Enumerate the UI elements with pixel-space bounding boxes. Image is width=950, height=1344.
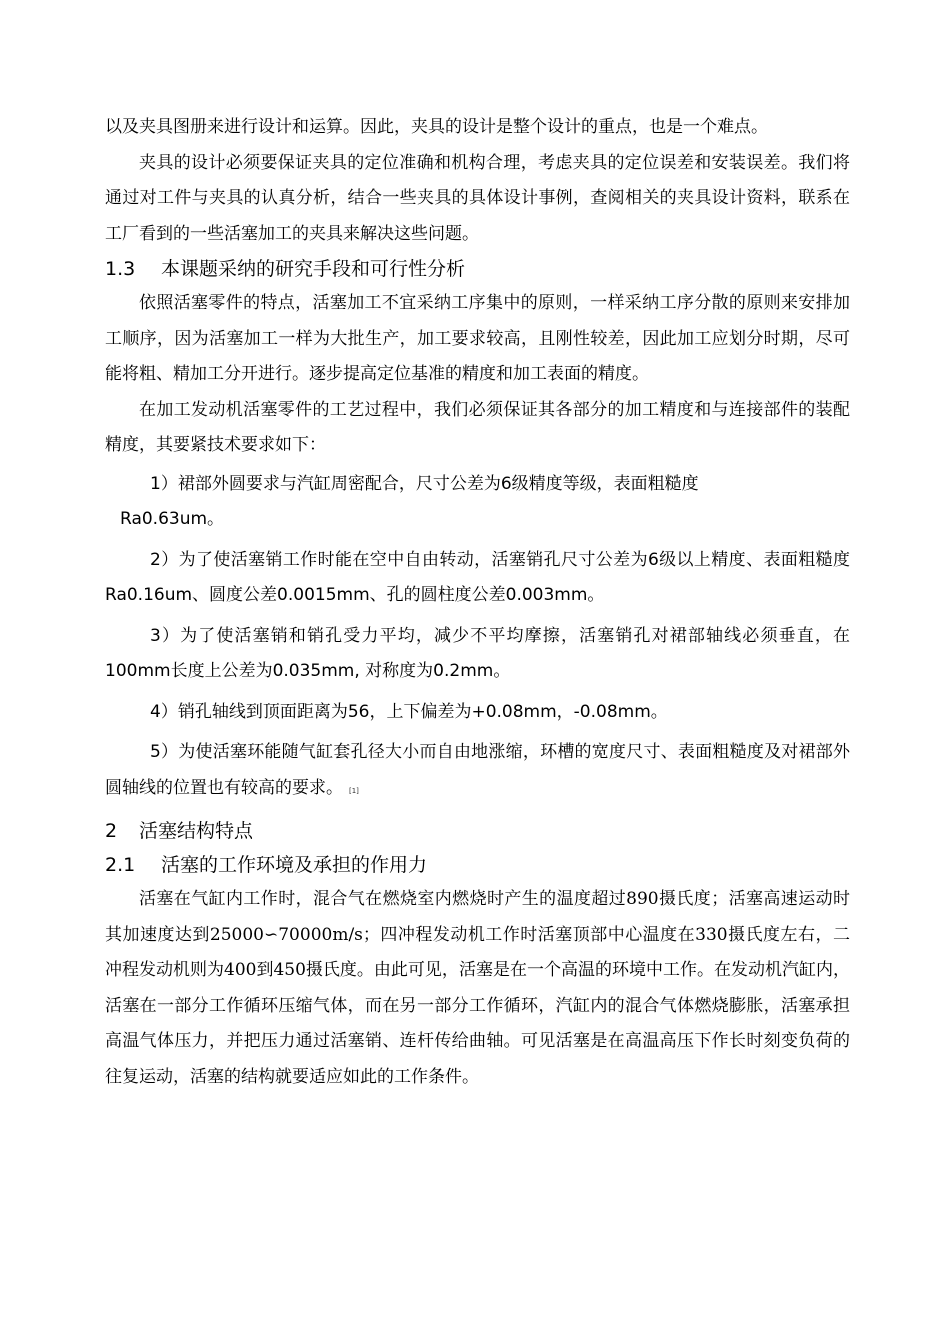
requirement-item-text: 4）销孔轴线到顶面距离为56，上下偏差为+0.08mm，-0.08mm。	[150, 701, 668, 722]
requirement-item-1	[105, 467, 850, 538]
section-number: 2.1	[105, 854, 136, 876]
paragraph-technical-requirements: 在加工发动机活塞零件的工艺过程中，我们必须保证其各部分的加工精度和与连接部件的装配精度，其要紧技术要求如下：	[105, 399, 850, 455]
requirement-item-text	[105, 735, 850, 809]
section-heading-2-1	[105, 848, 850, 882]
requirement-item-text-continued: Ra0.63um。	[120, 509, 225, 529]
section-heading-2	[105, 814, 850, 848]
paragraph-continuation: 以及夹具图册来进行设计和运算。因此，夹具的设计是整个设计的重点，也是一个难点。	[105, 117, 768, 137]
citation-mark: [1]	[349, 786, 359, 795]
requirement-item-4	[105, 695, 850, 731]
section-title: 本课题采纳的研究手段和可行性分析	[161, 258, 466, 280]
requirement-item-text: 3）为了使活塞销和销孔受力平均，减少不平均摩擦，活塞销孔对裙部轴线必须垂直，在100mm长度上公差为0.035mm, 对称度为0.2mm。	[105, 625, 850, 681]
section-number: 1.3	[105, 258, 136, 280]
requirement-item-5	[105, 735, 850, 809]
section-title: 活塞的工作环境及承担的作用力	[161, 854, 428, 876]
paragraph-fixture-design: 夹具的设计必须要保证夹具的定位准确和机构合理，考虑夹具的定位误差和安装误差。我们将通过对工件与夹具的认真分析，结合一些夹具的具体设计事例，查阅相关的夹具设计资料，联系在工厂看到的一些活塞加工的夹具来解决这些问题。	[105, 152, 850, 244]
requirement-item-text: 2）为了使活塞销工作时能在空中自由转动，活塞销孔尺寸公差为6级以上精度、表面粗糙度Ra0.16um、圆度公差0.0015mm、孔的圆柱度公差0.003mm。	[105, 549, 850, 605]
requirement-item-text: 1）裙部外圆要求与汽缸周密配合，尺寸公差为6级精度等级，表面粗糙度	[150, 473, 699, 494]
requirement-item-2	[105, 543, 850, 614]
paragraph-working-environment: 活塞在气缸内工作时，混合气在燃烧室内燃烧时产生的温度超过890摄氏度；活塞高速运动时其加速度达到25000∽70000m/s；四冲程发动机工作时活塞顶部中心温度在330摄氏度左右，二冲程发动机则为400到450摄氏度。由此可见，活塞是在一个高温的环境中工作。在发动机汽缸内，活塞在一部分工作循环压缩气体，而在另一部分工作循环，汽缸内的混合气体燃烧膨胀，活塞承担高温气体压力，并把压力通过活塞销、连杆传给曲轴。可见活塞是在高温高压下作长时刻变负荷的往复运动，活塞的结构就要适应如此的工作条件。	[105, 889, 850, 1087]
page-content	[105, 110, 850, 1095]
requirement-item-text-span: 5）为使活塞环能随气缸套孔径大小而自由地涨缩，环槽的宽度尺寸、表面粗糙度及对裙部外圆轴线的位置也有较高的要求。	[105, 742, 850, 798]
paragraph-research-method: 依照活塞零件的特点，活塞加工不宜采纳工序集中的原则，一样采纳工序分散的原则来安排加工顺序，因为活塞加工一样为大批生产，加工要求较高，且刚性较差，因此加工应划分时期，尽可能将粗、精加工分开进行。逐步提高定位基准的精度和加工表面的精度。	[105, 293, 850, 384]
section-heading-1-3	[105, 252, 850, 286]
section-number: 2	[105, 820, 118, 842]
section-title: 活塞结构特点	[139, 820, 254, 842]
requirement-item-3	[105, 619, 850, 690]
